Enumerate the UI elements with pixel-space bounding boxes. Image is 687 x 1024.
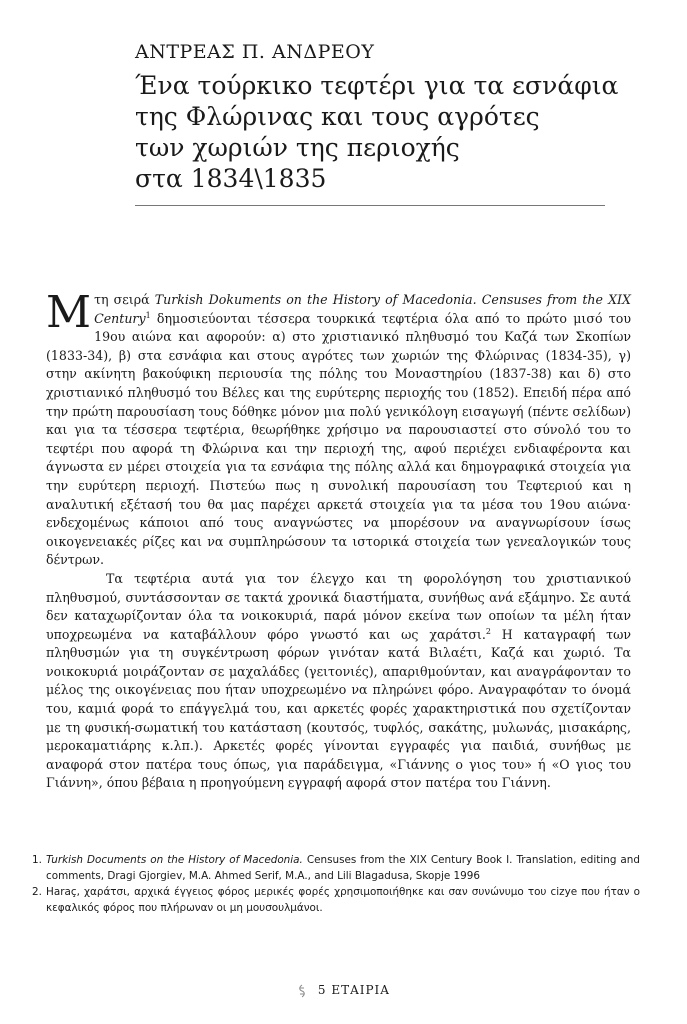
footnotes [32,852,640,916]
paragraph-2 [46,570,631,793]
footnote-title: Turkish Documents on the History of Macedonia. [45,854,303,866]
title-line: των χωριών της περιοχής [135,133,460,162]
paragraph-lead: τη σειρά [94,292,155,307]
paragraph-text: Η καταγραφή των πληθυσμών για τη συγκέντρωση φόρων γινόταν κατά Βιλαέτι, Καζά και χωριό. Τα νοικοκυριά μοιράζονταν σε μαχαλάδες (γειτονιές), απαριθμούνταν, και αναγράφονταν το μέλος της οικογένειας που ήταν υποχρεωμένο να πληρώνει φόρο. Αναγραφόταν το όνομά του, καμιά φορά το επάγγελμά του, και αρκετές φορές χαρακτηριστικά που σχετίζονταν με τη φυσική-σωματική του κατάσταση (κουτσός, τυφλός, σακάτης, μυλωνάς, μισακάρης, μεροκαματιάρης κ.λπ.). Αρκετές φορές γίνονται εγγραφές για παιδιά, συνήθως με αναφορά στον πατέρα τους όπως, για παράδειγμα, «Γιάννης ο γιος του» ή «Ο γιος του Γιάννη», όπου βέβαια η προηγούμενη εγγραφή αφορά στον πατέρα του Γιάννη. [46,626,631,791]
title-line: Ένα τούρκικο τεφτέρι για τα εσνάφια [135,71,619,100]
page-footer [0,983,687,998]
title-divider [135,205,605,206]
article-header [135,40,619,194]
drop-cap: Μ [46,287,92,338]
footnote-century: XIX [409,854,427,866]
paragraph-1 [46,287,631,570]
series-title: Turkish Dokuments on the History of Macedonia. Censuses from the XIX Century [94,292,631,326]
footnote-ref-1: 1 [145,310,151,320]
author-name: ΑΝΤΡΕΑΣ Π. ΑΝΔΡΕΟΥ [135,41,375,63]
footnote-ref-2: 2 [485,626,491,636]
title-line: της Φλώρινας και τους αγρότες [135,102,540,131]
footnote-1 [32,852,640,884]
footnote-number: 2. [32,886,42,898]
ornament-icon [297,984,307,998]
title-line: στα 1834\1835 [135,164,327,193]
footnote-text: Censuses from the [302,854,410,866]
footnote-number: 1. [32,854,42,866]
journal-name: ΕΤΑΙΡΙΑ [331,983,390,997]
article-body [46,287,631,793]
footnote-2 [32,884,640,916]
footnote-text: Century Book I. Translation, editing and comments, Dragi Gjorgiev, M.A. Ahmed Serif, M.A., and Lili Blagadusa, Skopje 1996 [46,854,640,882]
page-number: 5 [317,983,327,997]
paragraph-text: δημοσιεύονται τέσσερα τουρκικά τεφτέρια όλα από το πρώτο μισό του 19ου αιώνα και αφορούν: α) στο χριστιανικό πληθυσμό του Καζά των Σκοπίων (1833-34), β) στα εσνάφια και στους αγρότες των χωριών της Φλώρινας (1834-35), γ) στην ακίνητη βακούφικη περιουσία της πόλης του Μοναστηρίου (1837-38) και δ) στο χριστιανικό πληθυσμό του Βέλες και της ευρύτερης περιοχής του (1852). Επειδή πέρα από την πρώτη παρουσίαση τους δόθηκε μόνον μια πολύ γενικόλογη εισαγωγή (πέντε σελίδων) και για τα τέσσερα τεφτέρια, θεωρήθηκε χρήσιμο να παρουσιαστεί στο σύνολό του το τεφτέρι που αφορά τη Φλώρινα και την περιοχή της, αφού περιέχει ενδιαφέροντα και άγνωστα εν μέρει στοιχεία για τα εσνάφια της πόλης αλλά και δημογραφικά στοιχεία για την ευρύτερη περιοχή. Πιστεύω πως η συνολική παρουσίαση του Τεφτεριού και η αναλυτική εξέτασή του θα μας παρέχει αρκετά στοιχεία για τα μέσα του 19ου αιώνα· ενδεχομένως κάποιοι από τους αναγνώστες να μπορέσουν να αναγνωρίσουν ίσως οικογενειακές ρίζες και να συμπληρώσουν τα ιστορικά στοιχεία των γενεαλογικών τους δέντρων. [46,310,631,568]
footnote-text: Haraç, χαράτσι, αρχικά έγγειος φόρος μερικές φορές χρησιμοποιήθηκε και σαν συνώνυμο του cizye που ήταν ο κεφαλικός φόρος που πλήρωναν οι μη μουσουλμάνοι. [46,886,640,914]
paragraph-text: Τα τεφτέρια αυτά για τον έλεγχο και τη φορολόγηση του χριστιανικού πληθυσμού, συντάσσονταν σε τακτά χρονικά διαστήματα, συνήθως ανά εξάμηνο. Σε αυτά δεν καταχωρίζονταν όλα τα νοικοκυριά, παρά μόνον εκείνα των οποίων τα μέλη ήταν υποχρεωμένα να καταβάλλουν φόρο γνωστό και ως χαράτσι. [46,570,631,642]
article-title [135,70,619,194]
